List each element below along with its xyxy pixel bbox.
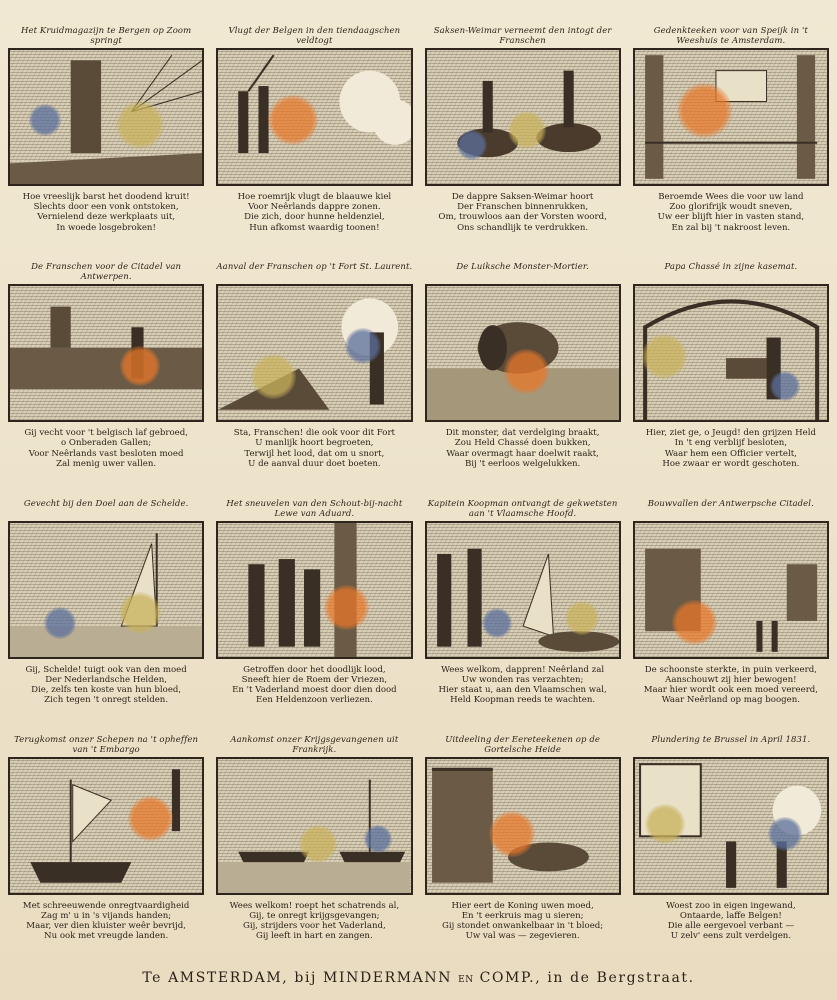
verse-line: U de aanval duur doet boeten.: [248, 458, 381, 469]
woodcut-illustration: [216, 521, 412, 659]
verse-line: Bij 't eerloos welgelukken.: [464, 458, 581, 469]
verse-line: Woest zoo in eigen ingewand,: [666, 900, 796, 911]
verse-line: Hoe roemrijk vlugt de blaauwe kiel: [237, 192, 392, 202]
panel-title: Het sneuvelen van den Schout-bij-nacht Lewe van Aduard.: [226, 498, 403, 519]
panel: [2, 731, 210, 967]
verse-line: Slechts door een vonk ontstoken,: [33, 202, 179, 213]
color-stain: [482, 608, 512, 638]
verse-line: Ons schandlijk te verdrukken.: [457, 222, 589, 233]
panel: [627, 258, 835, 494]
panel-title: Het Kruidmagazijn te Bergen op Zoom springt: [20, 26, 192, 46]
verse-line: Gij stondet onwankelbaar in 't bloed;: [442, 921, 604, 932]
color-stain: [645, 804, 685, 844]
color-stain: [324, 585, 369, 630]
color-stain: [128, 796, 173, 841]
verse-line: Getroffen door het doodlijk lood,: [243, 664, 386, 675]
panel-title: Vlugt der Belgen in den tiendaagschen veldtogt: [228, 26, 401, 46]
panel-verse: [425, 665, 621, 706]
panel-grid: [2, 22, 835, 967]
verse-line: Waar hem een Officier vertelt,: [664, 448, 797, 459]
panel: [419, 495, 627, 731]
panel: [2, 22, 210, 258]
verse-line: Voor Neêrlands dappre zonen.: [248, 202, 381, 213]
verse-line: Voor Neêrlands vast besloten moed: [28, 448, 184, 459]
woodcut-illustration: [216, 48, 412, 186]
woodcut-illustration: [8, 521, 204, 659]
verse-line: In woede losgebroken!: [56, 222, 156, 233]
verse-line: Waar overmagt haar doelwit raakt,: [446, 448, 599, 459]
woodcut-illustration: [8, 284, 204, 422]
woodcut-illustration: [633, 521, 829, 659]
panel: [2, 258, 210, 494]
verse-line: Hier staat u, aan den Vlaamschen wal,: [438, 684, 607, 695]
verse-line: Ontaarde, laffe Belgen!: [679, 910, 782, 921]
verse-line: Uw val was — zegevieren.: [465, 931, 580, 942]
verse-line: En 't Vaderland moest door dien dood: [232, 684, 397, 695]
color-stain: [120, 346, 160, 386]
verse-line: Maar, ver dien kluister weêr bevrijd,: [26, 921, 186, 932]
footer-suffix: in de Bergstraat.: [547, 970, 695, 986]
verse-line: Gij vecht voor 't belgisch laf gebroed,: [24, 428, 188, 439]
panel: [627, 495, 835, 731]
panel-title: Uitdeeling der Eereteekenen op de Gortelsche Heide: [445, 734, 601, 755]
panel: [419, 22, 627, 258]
verse-line: U manlijk hoort begroeten,: [255, 438, 374, 449]
panel-verse: [633, 428, 829, 469]
color-stain: [677, 83, 732, 138]
woodcut-illustration: [633, 284, 829, 422]
verse-line: Held Koopman reeds te wachten.: [450, 695, 596, 706]
verse-line: Die alle eergevoel verbant —: [667, 921, 795, 932]
panel: [210, 258, 418, 494]
verse-line: Een Heldenzoon verliezen.: [256, 695, 373, 706]
panel-verse: [216, 665, 412, 706]
verse-line: Vernielend deze werkplaats uit,: [37, 212, 176, 223]
verse-line: Gij, strijders voor het Vaderland,: [243, 921, 386, 932]
color-stain: [489, 811, 535, 857]
panel: [419, 258, 627, 494]
verse-line: Uw wonden ras verzachten;: [461, 674, 584, 685]
woodcut-illustration: [425, 284, 621, 422]
verse-line: Maar hier wordt ook een moed vereerd,: [643, 684, 819, 695]
woodcut-illustration: [8, 48, 204, 186]
panel-verse: [216, 428, 412, 469]
panel: [2, 495, 210, 731]
woodcut-illustration: [216, 757, 412, 895]
panel-verse: [425, 192, 621, 233]
verse-line: Hun afkomst waardig toonen!: [249, 222, 380, 233]
verse-line: Gij, te onregt krijgsgevangen;: [249, 910, 380, 921]
verse-line: Sneeft hier de Roem der Vriezen,: [241, 674, 388, 685]
color-stain: [565, 601, 599, 635]
panel-verse: [8, 665, 204, 706]
verse-line: Hoe zwaar er wordt geschoten.: [662, 458, 800, 469]
verse-line: Hoe vreeslijk barst het doodend kruit!: [22, 192, 190, 202]
woodcut-illustration: [633, 757, 829, 895]
color-stain: [299, 825, 337, 863]
panel: [210, 22, 418, 258]
panel-verse: [633, 192, 829, 233]
verse-line: Zoo glorifrijk woudt sneven,: [669, 202, 793, 213]
verse-line: De schoonste sterkte, in puin verkeerd,: [644, 664, 817, 675]
verse-line: Hier, ziet ge, o Jeugd! den grijzen Held: [645, 428, 817, 439]
panel-title: De Luiksche Monster-Mortier.: [456, 262, 589, 273]
panel: [627, 731, 835, 967]
verse-line: Zou Held Chassé doen bukken,: [454, 438, 591, 449]
color-stain: [251, 354, 296, 399]
verse-line: Gij leeft in hart en zangen.: [256, 931, 373, 942]
verse-line: Sta, Franschen! die ook voor dit Fort: [233, 428, 396, 439]
woodcut-illustration: [216, 284, 412, 422]
woodcut-illustration: [633, 48, 829, 186]
verse-line: En zal bij 't nakroost leven.: [671, 222, 791, 233]
color-stain: [268, 95, 318, 145]
color-stain: [768, 817, 802, 851]
footer-conj: EN: [458, 975, 474, 985]
color-stain: [504, 349, 549, 394]
panel-title: Gedenkteeken voor van Speijk in 't Weeshuis te Amsterdam.: [653, 26, 808, 46]
verse-line: En 't eerkruis mag u sieren;: [461, 910, 584, 921]
verse-line: Zal menig uwer vallen.: [56, 458, 157, 469]
panel-verse: [425, 428, 621, 469]
verse-line: In 't eng verblijf besloten,: [674, 438, 788, 449]
panel-title: Terugkomst onzer Schepen na 't opheffen van 't Embargo: [14, 734, 199, 755]
panel-verse: [633, 901, 829, 942]
verse-line: o Onberaden Gallen;: [61, 438, 152, 449]
color-stain: [29, 104, 61, 136]
verse-line: Om, trouwloos aan der Vorsten woord,: [438, 212, 607, 223]
panel-title: Kapitein Koopman ontvangt de gekwetsten aan 't Vlaamsche Hoofd.: [427, 498, 618, 519]
panel-verse: [8, 192, 204, 233]
verse-line: Terwijl het lood, dat om u snort,: [244, 448, 385, 459]
verse-line: Zag m' u in 's vijands handen;: [41, 910, 172, 921]
panel-title: Saksen-Weimar verneemt den intogt der Franschen: [433, 26, 612, 46]
publisher-line: [0, 970, 837, 986]
verse-line: Der Nederlandsche Helden,: [45, 674, 168, 685]
verse-line: Hier eert de Koning uwen moed,: [451, 900, 594, 911]
panel-title: De Franschen voor de Citadel van Antwerpen.: [31, 262, 182, 283]
panel: [210, 731, 418, 967]
verse-line: Der Franschen binnenrukken,: [457, 202, 589, 213]
panel-verse: [216, 192, 412, 233]
panel-title: Aanval der Franschen op 't Fort St. Laurent.: [216, 262, 413, 273]
color-stain: [119, 592, 161, 634]
footer-prefix: Te AMSTERDAM, bij: [142, 970, 317, 986]
verse-line: Aanschouwt zij hier bewogen!: [665, 674, 797, 685]
panel-title: Gevecht bij den Doel aan de Schelde.: [23, 498, 189, 509]
panel-verse: [216, 901, 412, 942]
color-stain: [642, 334, 687, 379]
woodcut-illustration: [425, 757, 621, 895]
panel-title: Aankomst onzer Krijgsgevangenen uit Frankrijk.: [230, 734, 399, 755]
panel-title: Plundering te Brussel in April 1831.: [651, 734, 811, 745]
panel: [419, 731, 627, 967]
verse-line: Gij, Schelde! tuigt ook van den moed: [25, 664, 187, 675]
footer-comp: COMP.,: [479, 970, 542, 986]
footer-publisher: MINDERMANN: [323, 970, 453, 986]
verse-line: Nu ook met vreugde landen.: [44, 931, 169, 942]
verse-line: Wees welkom, dappren! Neêrland zal: [441, 664, 605, 675]
verse-line: Wees welkom! roept het schatrends al,: [229, 900, 400, 911]
woodcut-illustration: [8, 757, 204, 895]
panel-verse: [633, 665, 829, 706]
color-stain: [770, 371, 800, 401]
color-stain: [457, 130, 487, 160]
panel-title: Papa Chassé in zijne kasemat.: [664, 262, 798, 273]
verse-line: Zich tegen 't onregt stelden.: [44, 695, 169, 706]
verse-line: Waar Neêrland op mag boogen.: [661, 695, 800, 706]
color-stain: [508, 111, 546, 149]
verse-line: Die, zelfs ten koste van hun bloed,: [31, 684, 182, 695]
panel-verse: [8, 428, 204, 469]
panel-verse: [425, 901, 621, 942]
color-stain: [364, 825, 392, 853]
verse-line: De dappre Saksen-Weimar hoort: [451, 192, 594, 202]
panel: [210, 495, 418, 731]
panel-verse: [8, 901, 204, 942]
color-stain: [44, 607, 76, 639]
panel: [627, 22, 835, 258]
verse-line: U zelv' eens zult verdelgen.: [670, 931, 792, 942]
color-stain: [672, 600, 717, 645]
color-stain: [116, 101, 164, 149]
verse-line: Beroemde Wees die voor uw land: [658, 192, 804, 202]
woodcut-illustration: [425, 48, 621, 186]
verse-line: Uw eer blijft hier in vasten stand,: [657, 212, 805, 223]
verse-line: Die zich, door hunne heldenziel,: [244, 212, 385, 223]
panel-title: Bouwvallen der Antwerpsche Citadel.: [647, 498, 814, 509]
verse-line: Met schreeuwende onregtvaardigheid: [22, 900, 190, 911]
woodcut-illustration: [425, 521, 621, 659]
verse-line: Dit monster, dat verdelging braakt,: [445, 428, 600, 439]
